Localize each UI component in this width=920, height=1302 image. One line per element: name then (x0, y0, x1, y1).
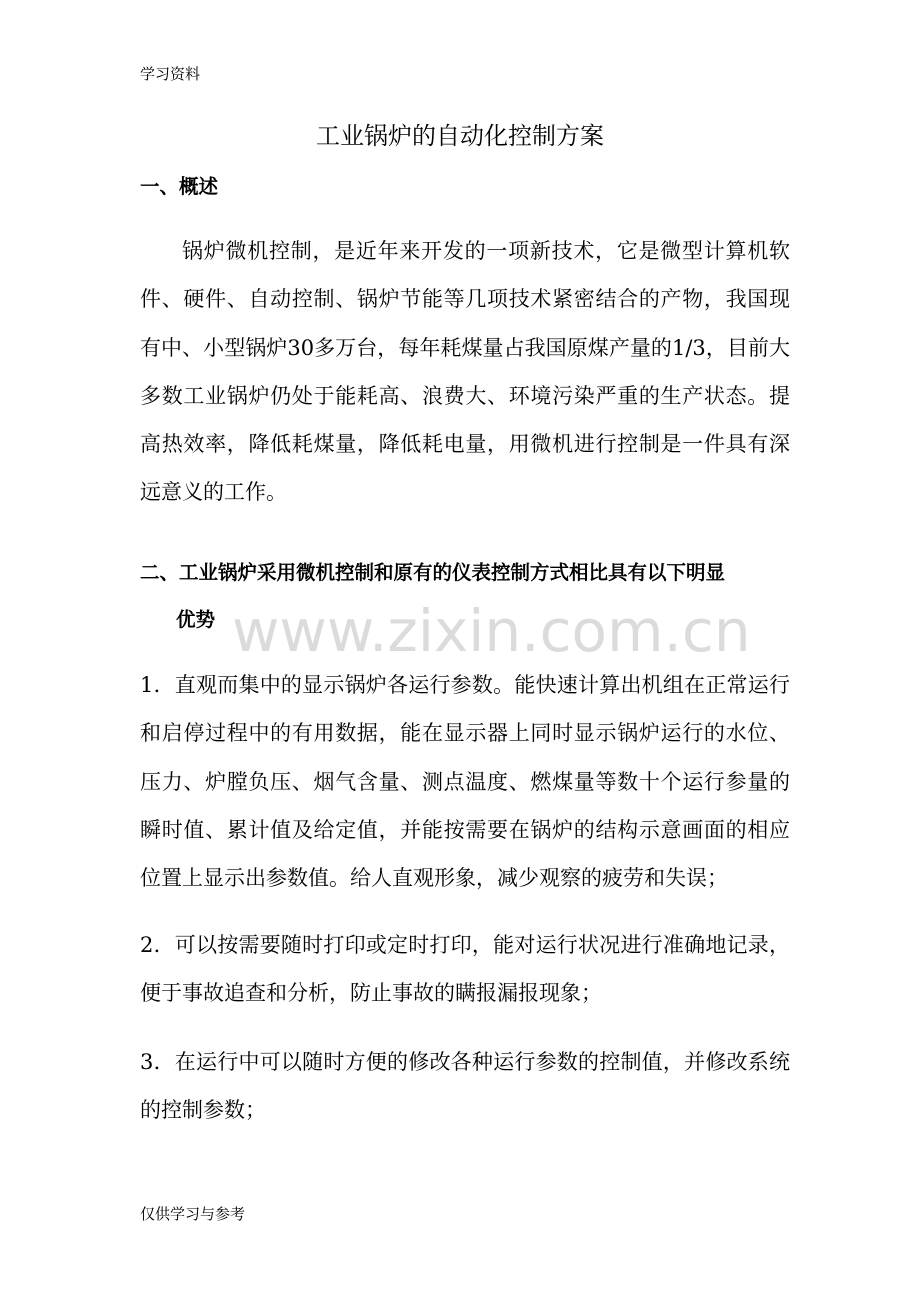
section-heading-advantages-line2: 优势 (176, 608, 216, 631)
document-title: 工业锅炉的自动化控制方案 (316, 122, 604, 150)
page-header: 学习资料 (140, 65, 201, 83)
overview-paragraph: 锅炉微机控制，是近年来开发的一项新技术，它是微型计算机软件、硬件、自动控制、锅炉节能等几项技术紧密结合的产物，我国现有中、小型锅炉30多万台，每年耗煤量占我国原煤产量的1/3，目前大多数工业锅炉仍处于能耗高、浪费大、环境污染严重的生产状态。提高热效率，降低耗煤量，降低耗电量，用微机进行控制是一件具有深远意义的工作。 (140, 239, 790, 505)
list-item: 1．直观而集中的显示锅炉各运行参数。能快速计算出机组在正常运行和启停过程中的有用数据，能在显示器上同时显示锅炉运行的水位、压力、炉膛负压、烟气含量、测点温度、燃煤量等数十个运行参量的瞬时值、累计值及给定值，并能按需要在锅炉的结构示意画面的相应位置上显示出参数值。给人直观形象，减少观察的疲劳和失误； (140, 673, 790, 891)
list-item: 2．可以按需要随时打印或定时打印，能对运行状况进行准确地记录，便于事故追查和分析，防止事故的瞒报漏报现象； (140, 933, 790, 1006)
section-heading-advantages (140, 549, 790, 643)
section-heading-advantages-line1: 二、工业锅炉采用微机控制和原有的仪表控制方式相比具有以下明显 (140, 561, 726, 584)
page-footer: 仅供学习与参考 (140, 1205, 246, 1223)
watermark: www.zixin.com.cn (232, 597, 751, 665)
list-item: 3．在运行中可以随时方便的修改各种运行参数的控制值，并修改系统的控制参数； (140, 1050, 790, 1123)
section-heading-overview: 一、概述 (140, 175, 219, 198)
